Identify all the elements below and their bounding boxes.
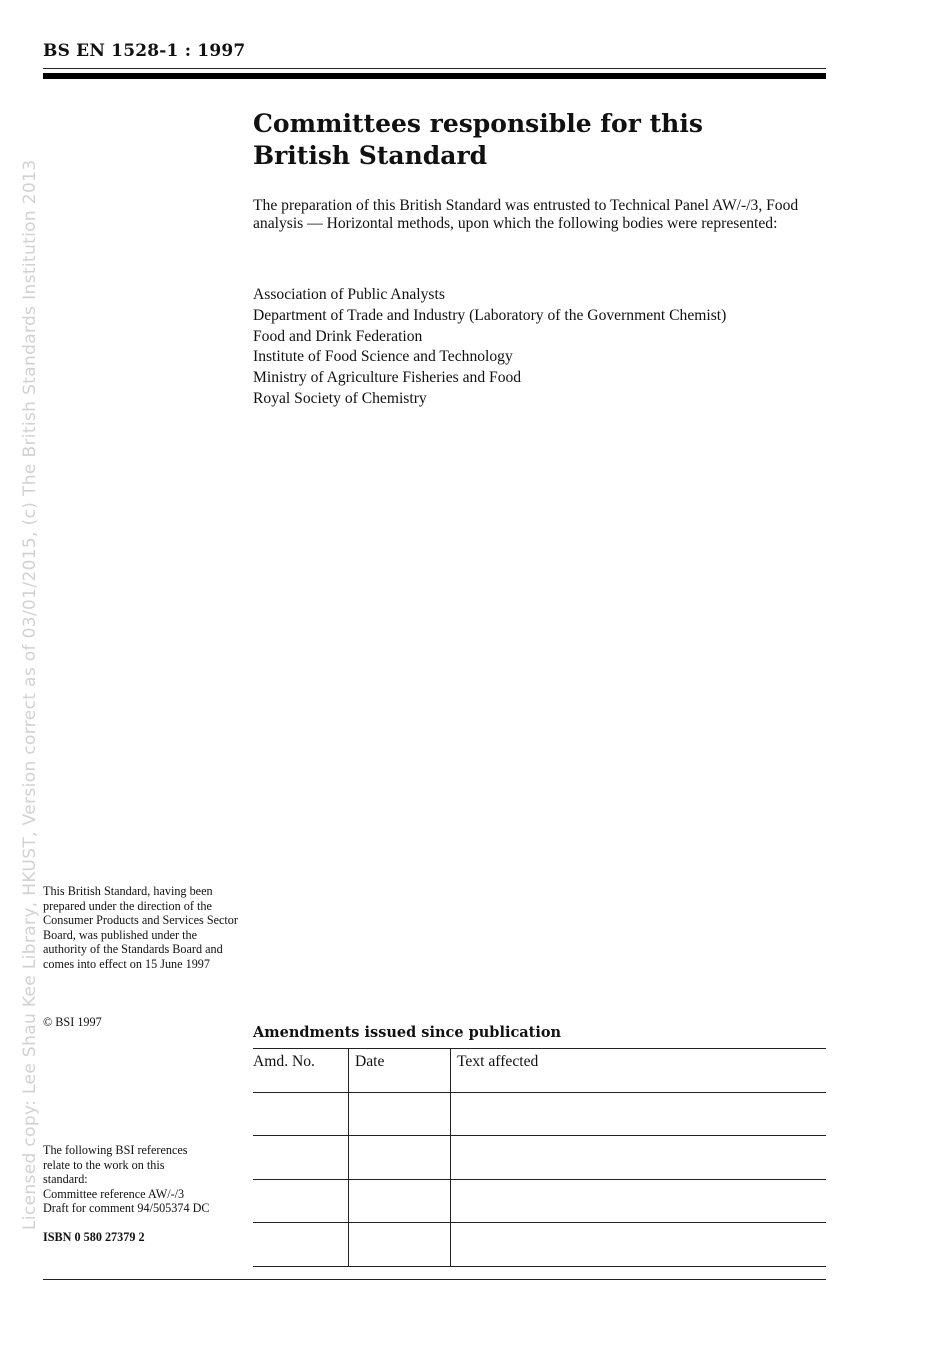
table-cell	[349, 1179, 451, 1223]
column-header-date: Date	[349, 1049, 451, 1093]
represented-bodies-list	[253, 285, 726, 410]
table-cell	[349, 1136, 451, 1180]
intro-paragraph: The preparation of this British Standard was entrusted to Technical Panel AW/-/3, Food analysis — Horizontal methods, upon which the following bodies were represented:	[253, 197, 799, 232]
table-cell	[349, 1223, 451, 1267]
license-watermark: Licensed copy: Lee Shau Kee Library, HKUST, Version correct as of 03/01/2015, (c) The British Standards Institution 2013	[20, 159, 40, 1230]
document-code: BS EN 1528-1 : 1997	[43, 41, 246, 61]
list-item: Institute of Food Science and Technology	[253, 348, 513, 366]
table-cell	[253, 1179, 349, 1223]
table-cell	[253, 1136, 349, 1180]
table-row	[253, 1223, 826, 1267]
page-title-line-2: British Standard	[253, 141, 488, 170]
list-item: Royal Society of Chemistry	[253, 389, 427, 407]
references-line: relate to the work on this	[43, 1157, 165, 1172]
table-header-row	[253, 1049, 826, 1093]
footer-rule	[43, 1279, 826, 1280]
table-cell	[451, 1179, 827, 1223]
header-thick-rule	[43, 73, 826, 79]
list-item: Association of Public Analysts	[253, 286, 445, 303]
isbn: ISBN 0 580 27379 2	[43, 1230, 145, 1244]
column-header-text-affected: Text affected	[451, 1049, 827, 1093]
draft-reference: Draft for comment 94/505374 DC	[43, 1201, 210, 1215]
table-cell	[253, 1223, 349, 1267]
list-item: Ministry of Agriculture Fisheries and Food	[253, 369, 522, 387]
committee-reference: Committee reference AW/-/3	[43, 1186, 185, 1201]
table-row	[253, 1136, 826, 1180]
amendments-title: Amendments issued since publication	[253, 1024, 562, 1041]
column-header-amd-no: Amd. No.	[253, 1049, 349, 1093]
page-title-line-1: Committees responsible for this	[253, 109, 703, 138]
publication-note: This British Standard, having been prepared under the direction of the Consumer Products and Services Sector Board, was published under the authority of the Standards Board and comes into effect on 15 June 1997	[43, 884, 238, 971]
table-cell	[349, 1092, 451, 1136]
table-cell	[253, 1092, 349, 1136]
references-line: The following BSI references	[43, 1143, 188, 1157]
list-item: Department of Trade and Industry (Laboratory of the Government Chemist)	[253, 306, 727, 324]
table-cell	[451, 1223, 827, 1267]
references-line: standard:	[43, 1172, 88, 1186]
table-cell	[451, 1136, 827, 1180]
copyright-notice: © BSI 1997	[43, 1015, 102, 1029]
list-item: Food and Drink Federation	[253, 327, 423, 345]
table-row	[253, 1179, 826, 1223]
page-title	[253, 108, 813, 172]
header-thin-rule	[43, 68, 826, 69]
amendments-table	[253, 1048, 826, 1267]
bsi-references-note	[43, 1143, 238, 1216]
table-cell	[451, 1092, 827, 1136]
table-row	[253, 1092, 826, 1136]
